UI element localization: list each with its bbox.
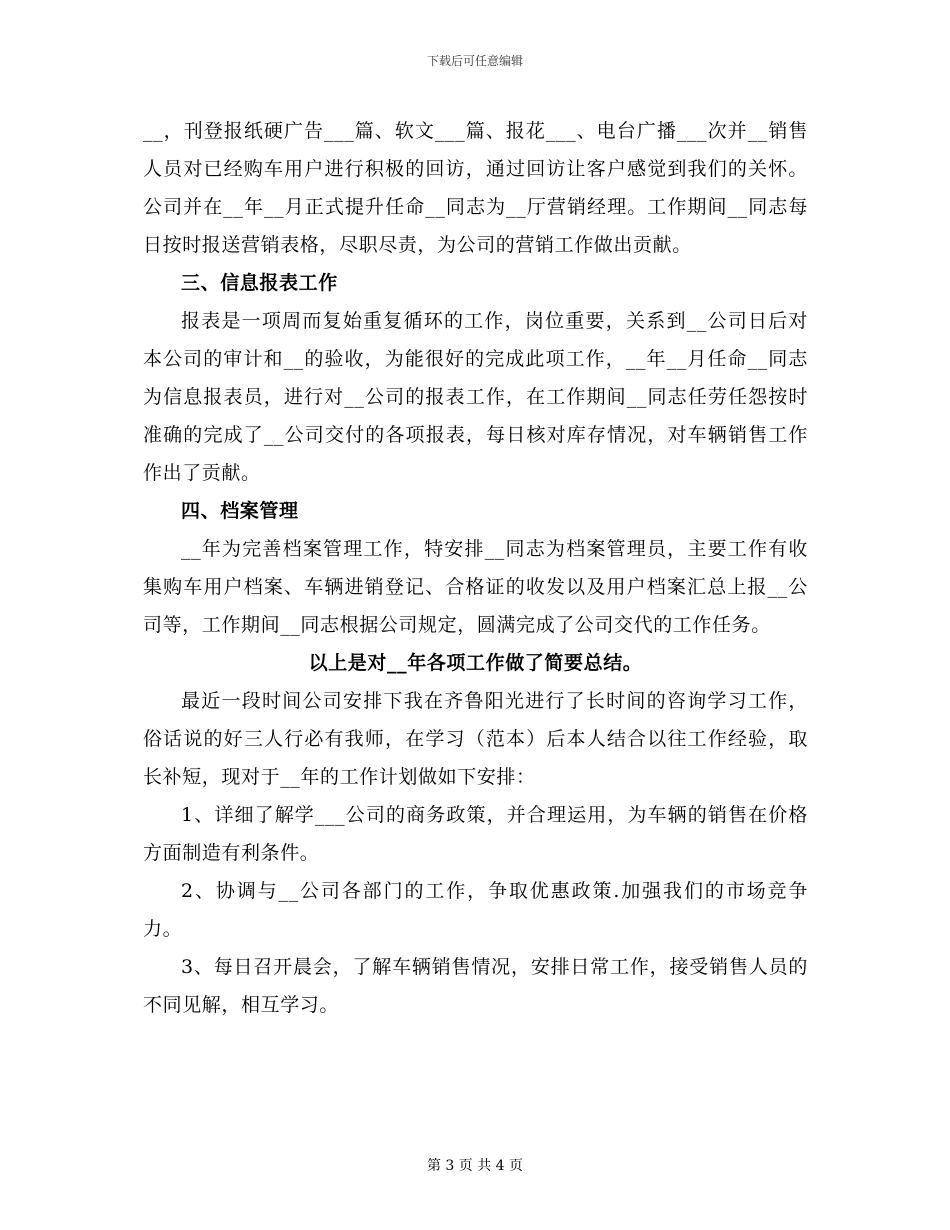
paragraph: 最近一段时间公司安排下我在齐鲁阳光进行了长时间的咨询学习工作，俗话说的好三人行必有我师，在学习（范本）后本人结合以往工作经验，取长补短，现对于__年的工作计划做如下安排： — [143, 690, 808, 788]
list-item-3: 3、每日召开晨会，了解车辆销售情况，安排日常工作，接受销售人员的不同见解，相互学习。 — [143, 956, 808, 1016]
document-body — [143, 112, 808, 1024]
paragraph: __年为完善档案管理工作，特安排__同志为档案管理员，主要工作有收集购车用户档案、车辆进销登记、合格证的收发以及用户档案汇总上报__公司等，工作期间__同志根据公司规定，圆满完成了公司交代的工作任务。 — [143, 538, 808, 636]
page-header: 下载后可任意编辑 — [426, 54, 523, 68]
paragraph: 报表是一项周而复始重复循环的工作，岗位重要，关系到__公司日后对本公司的审计和__的验收，为能很好的完成此项工作，__年__月任命__同志为信息报表员，进行对__公司的报表工作，在工作期间__同志任劳任怨按时准确的完成了__公司交付的各项报表，每日核对库存情况，对车辆销售工作作出了贡献。 — [143, 310, 808, 484]
section-heading-info-reports: 三、信息报表工作 — [181, 272, 338, 294]
list-item-2: 2、协调与__公司各部门的工作，争取优惠政策.加强我们的市场竞争力。 — [143, 880, 808, 940]
section-heading-archives: 四、档案管理 — [181, 500, 299, 522]
list-item-1: 1、详细了解学___公司的商务政策，并合理运用，为车辆的销售在价格方面制造有利条件。 — [143, 804, 808, 864]
summary-line: 以上是对__年各项工作做了简要总结。 — [308, 652, 643, 674]
paragraph-continued: __，刊登报纸硬广告___篇、软文___篇、报花___、电台广播___次并__销售人员对已经购车用户进行积极的回访，通过回访让客户感觉到我们的关怀。公司并在__年__月正式提升任命__同志为__厅营销经理。工作期间__同志每日按时报送营销表格，尽职尽责，为公司的营销工作做出贡献。 — [143, 120, 808, 256]
page-number-footer: 第 3 页 共 4 页 — [426, 1158, 524, 1174]
